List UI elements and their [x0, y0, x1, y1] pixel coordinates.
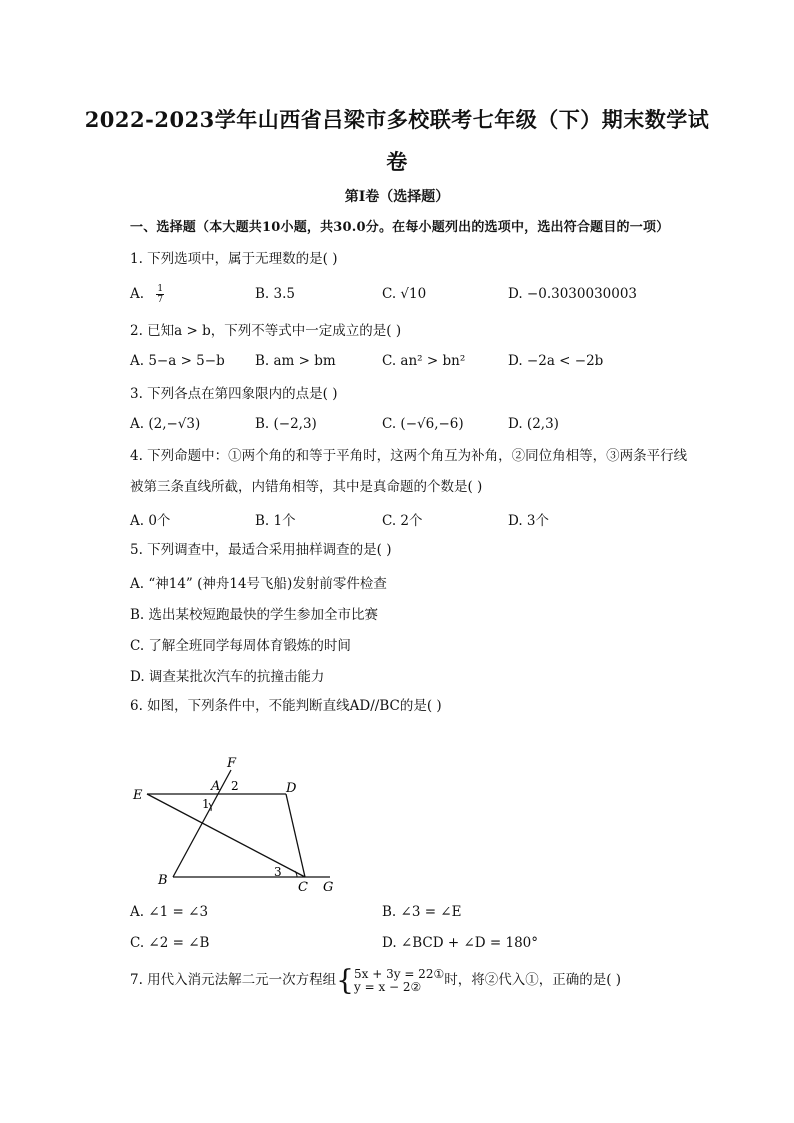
question-3-option-d: D. (2,3) [508, 416, 559, 432]
question-4-option-b: B. 1个 [255, 513, 296, 529]
question-4-option-c: C. 2个 [382, 513, 423, 529]
label-C: C [298, 880, 308, 895]
question-6-option-b: B. ∠3 = ∠E [382, 904, 462, 920]
question-2-stem: 2. 已知a > b，下列不等式中一定成立的是( ) [130, 323, 402, 339]
question-6-stem: 6. 如图，下列条件中，不能判断直线AD//BC的是( ) [130, 698, 442, 714]
equation-system [354, 968, 444, 994]
fraction-numerator: 1 [157, 284, 164, 294]
fraction-denominator: 7 [157, 295, 164, 305]
question-1-stem: 1. 下列选项中，属于无理数的是( ) [130, 251, 338, 267]
label-2: 2 [231, 779, 239, 793]
label-3: 3 [274, 865, 282, 879]
equation-2: y = x − 2② [354, 979, 422, 994]
exam-title-line1: 2022-2023学年山西省吕梁市多校联考七年级（下）期末数学试 [84, 107, 710, 132]
question-3-option-c: C. (−√6,−6) [382, 416, 464, 432]
label-E: E [133, 788, 143, 803]
volume-heading: 第Ⅰ卷（选择题） [344, 189, 450, 205]
question-2-option-b: B. am > bm [255, 353, 336, 369]
angle-3-arc [295, 871, 297, 877]
label-D: D [286, 781, 297, 796]
question-7-stem: 7. 用代入消元法解二元一次方程组{ 5x + 3y = 22① y = x − 2② 时，将②代入①，正确的是( ) [130, 963, 622, 997]
question-5-option-a: A. “神14” (神舟14号飞船)发射前零件检查 [130, 576, 387, 592]
question-1-option-a [130, 284, 164, 305]
question-5-option-d: D. 调查某批次汽车的抗撞击能力 [130, 669, 325, 685]
question-3-option-b: B. (−2,3) [255, 416, 317, 432]
geometry-figure [125, 750, 355, 900]
question-1-option-b: B. 3.5 [255, 286, 295, 302]
question-2-option-a: A. 5−a > 5−b [130, 353, 225, 369]
question-4-stem: 4. 下列命题中：①两个角的和等于平角时，这两个角互为补角，②同位角相等，③两条平行线被第三条直线所截，内错角相等，其中是真命题的个数是( ) [130, 448, 688, 495]
question-1-option-d: D. −0.3030030003 [508, 286, 638, 302]
label-B: B [158, 873, 168, 888]
question-5-stem: 5. 下列调查中，最适合采用抽样调查的是( ) [130, 542, 392, 558]
equation-1: 5x + 3y = 22① [354, 966, 445, 981]
question-2-option-c: C. an² > bn² [382, 353, 466, 369]
question-1-option-c: C. √10 [382, 286, 427, 302]
section-heading: 一、选择题（本大题共10小题，共30.0分。在每小题列出的选项中，选出符合题目的一项） [130, 220, 670, 235]
question-4-option-d: D. 3个 [508, 513, 550, 529]
label-G: G [323, 880, 334, 895]
question-2-option-d: D. −2a < −2b [508, 353, 604, 369]
label-1: 1 [202, 797, 210, 811]
question-5-option-c: C. 了解全班同学每周体育锻炼的时间 [130, 638, 351, 654]
option-a-letter: A. [130, 286, 145, 302]
question-5-option-b: B. 选出某校短跑最快的学生参加全市比赛 [130, 607, 379, 623]
question-4-option-a: A. 0个 [130, 513, 171, 529]
line-DC [286, 794, 305, 877]
question-6-option-c: C. ∠2 = ∠B [130, 935, 210, 951]
question-7-stem-after: 时，将②代入①，正确的是( ) [444, 972, 622, 988]
option-a-fraction [156, 284, 164, 305]
label-A: A [211, 779, 221, 794]
label-F: F [227, 756, 237, 771]
question-3-stem: 3. 下列各点在第四象限内的点是( ) [130, 386, 338, 402]
question-7-stem-before: 7. 用代入消元法解二元一次方程组 [130, 972, 337, 988]
question-3-option-a: A. (2,−√3) [130, 416, 201, 432]
question-6-option-a: A. ∠1 = ∠3 [130, 904, 209, 920]
question-6-option-d: D. ∠BCD + ∠D = 180° [382, 935, 539, 951]
exam-title-line2: 卷 [386, 149, 408, 174]
